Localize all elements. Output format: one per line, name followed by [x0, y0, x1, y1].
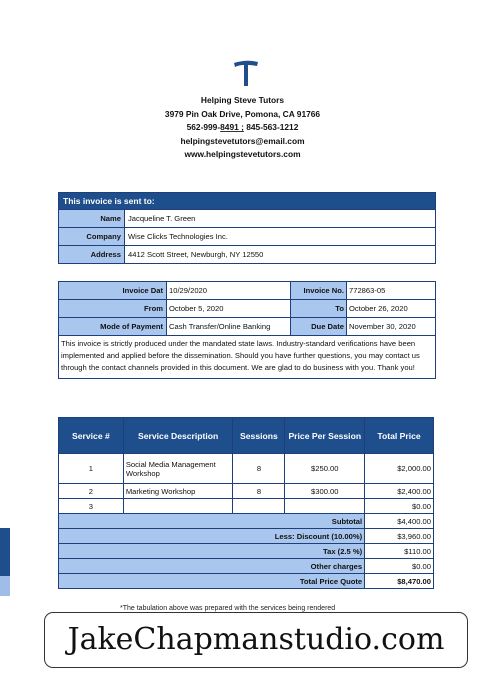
invoice-date-label: Invoice Dat [59, 282, 167, 299]
sent-to-row-name [59, 209, 435, 227]
total-quote-value: $8,470.00 [365, 574, 434, 589]
phone-underlined: 8491 ; [220, 122, 244, 133]
col-header-price-per-session: Price Per Session [285, 418, 365, 454]
invoice-note: This invoice is strictly produced under the mandated state laws. Industry-standard verifications have been implemented and applied before the dissemination. Should you have further questions, you may contact us through the contact channels provided in this document. We are glad to do business with you. Thank you! [61, 339, 420, 373]
name-label: Name [59, 210, 125, 227]
service-sessions: 8 [233, 484, 285, 499]
discount-row [59, 529, 434, 544]
discount-value: $3,960.00 [365, 529, 434, 544]
service-total: $0.00 [365, 499, 434, 514]
service-num: 3 [59, 499, 124, 514]
to-value: October 26, 2020 [349, 304, 408, 313]
address-label: Address [59, 246, 125, 263]
payment-label: Mode of Payment [59, 318, 167, 335]
footnote: *The tabulation above was prepared with the services being rendered [120, 605, 336, 612]
due-date-value: November 30, 2020 [349, 322, 416, 331]
company-address: 3979 Pin Oak Drive, Pomona, CA 91766 [164, 108, 321, 119]
other-charges-row [59, 559, 434, 574]
tax-label: Tax (2.5 %) [59, 544, 365, 559]
col-header-description: Service Description [123, 418, 233, 454]
service-price: $250.00 [285, 454, 365, 484]
table-row [59, 454, 434, 484]
company-email: helpingstevetutors@email.com [180, 135, 305, 146]
subtotal-value: $4,400.00 [365, 514, 434, 529]
service-desc: Social Media Management Workshop [123, 454, 233, 484]
service-num: 2 [59, 484, 124, 499]
address-value: 4412 Scott Street, Newburgh, NY 12550 [128, 250, 264, 259]
tax-value: $110.00 [365, 544, 434, 559]
other-charges-label: Other charges [59, 559, 365, 574]
col-header-service-num: Service # [59, 418, 124, 454]
service-desc [123, 499, 233, 514]
company-name: Helping Steve Tutors [200, 95, 285, 105]
service-total: $2,400.00 [365, 484, 434, 499]
service-sessions [233, 499, 285, 514]
phone-rest: 845-563-1212 [243, 122, 299, 133]
invoice-no-value: 772863-05 [349, 286, 386, 295]
company-header [0, 94, 485, 162]
col-header-sessions: Sessions [233, 418, 285, 454]
invoice-row-date [59, 282, 435, 300]
name-value: Jacqueline T. Green [128, 214, 196, 223]
service-desc: Marketing Workshop [123, 484, 233, 499]
service-sessions: 8 [233, 454, 285, 484]
company-phone [0, 121, 485, 135]
total-quote-label: Total Price Quote [59, 574, 365, 589]
from-value: October 5, 2020 [167, 300, 291, 317]
service-num: 1 [59, 454, 124, 484]
watermark-banner: JakeChapmanstudio.com [44, 612, 468, 668]
service-total: $2,000.00 [365, 454, 434, 484]
subtotal-label: Subtotal [59, 514, 365, 529]
company-website: www.helpingstevetutors.com [184, 149, 301, 160]
phone-prefix: 562-999- [186, 122, 221, 133]
payment-value: Cash Transfer/Online Banking [167, 318, 291, 335]
invoice-no-label: Invoice No. [291, 282, 347, 299]
tutor-logo-icon [232, 58, 260, 88]
table-row [59, 499, 434, 514]
company-label: Company [59, 228, 125, 245]
services-table [58, 417, 434, 589]
other-charges-value: $0.00 [365, 559, 434, 574]
to-label: To [291, 300, 347, 317]
sent-to-title: This invoice is sent to: [59, 193, 435, 209]
table-row [59, 484, 434, 499]
services-header-row [59, 418, 434, 454]
total-quote-row [59, 574, 434, 589]
company-value: Wise Clicks Technologies Inc. [128, 232, 228, 241]
invoice-details [58, 281, 436, 379]
sent-to-row-company [59, 227, 435, 245]
sent-to-block [58, 192, 436, 264]
col-header-total-price: Total Price [365, 418, 434, 454]
subtotal-row [59, 514, 434, 529]
service-price: $300.00 [285, 484, 365, 499]
invoice-row-period [59, 300, 435, 318]
side-accent-light [0, 576, 10, 596]
due-date-label: Due Date [291, 318, 347, 335]
side-accent-dark [0, 528, 10, 576]
sent-to-row-address [59, 245, 435, 263]
invoice-date-value: 10/29/2020 [167, 282, 291, 299]
invoice-row-payment [59, 318, 435, 336]
discount-label: Less: Discount (10.00%) [59, 529, 365, 544]
from-label: From [59, 300, 167, 317]
service-price [285, 499, 365, 514]
tax-row [59, 544, 434, 559]
